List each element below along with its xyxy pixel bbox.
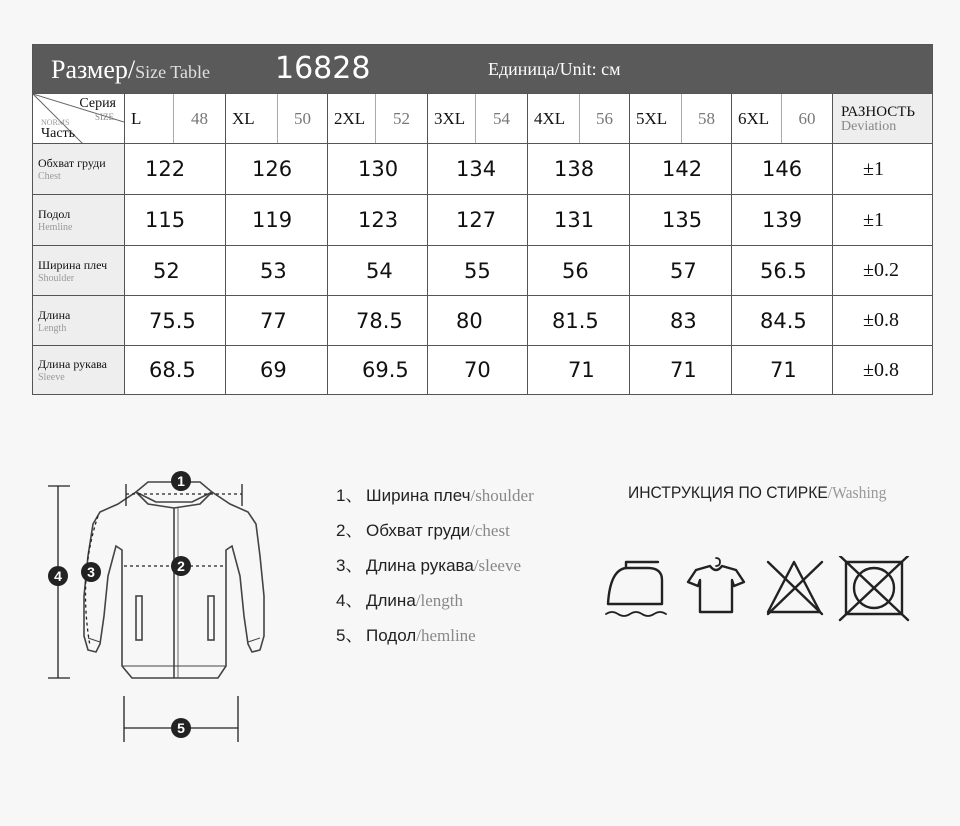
size-number: 52 [375,94,427,143]
wash-shirt-icon [688,558,744,612]
legend-number: 1、 [336,486,363,505]
row-label-ru: Ширина плеч [38,257,108,272]
legend-item [336,551,534,586]
value-cell: 77 [225,296,327,345]
legend-en: /chest [470,521,510,540]
legend-number: 3、 [336,556,363,575]
legend-ru: Длина рукава [366,556,474,575]
value-cell: 75.5 [124,296,225,345]
value-cell: 130 [327,144,427,194]
value-cell: 122 [124,144,225,194]
washing-icons [600,556,930,626]
value-cell: 71 [731,346,832,394]
size-header-row [33,93,932,143]
value-cell: 139 [731,195,832,245]
corner-series: Серия [79,96,116,111]
value-cell: 123 [327,195,427,245]
legend-ru: Подол [366,626,417,645]
row-label-ru: Длина [38,307,71,322]
value-cell: 146 [731,144,832,194]
value-cell: 127 [427,195,527,245]
legend-en: /length [415,591,463,610]
size-table [32,44,933,395]
value-cell: 131 [527,195,629,245]
table-row [33,345,932,394]
row-label-en: Length [38,322,67,334]
table-row [33,245,932,295]
row-label [33,144,124,194]
measurement-legend [336,481,534,656]
value-cell: 53 [225,246,327,295]
legend-ru: Ширина плеч [366,486,471,505]
value-cell: 138 [527,144,629,194]
size-letter: 3XL [427,94,475,143]
washing-title-ru: ИНСТРУКЦИЯ ПО СТИРКЕ [628,483,828,502]
jacket-measurement-diagram [38,466,288,746]
table-title: Размер/Size Table [51,55,211,84]
marker-2-label: 2 [177,558,185,574]
value-cell: 56.5 [731,246,832,295]
legend-item [336,516,534,551]
legend-item [336,621,534,656]
value-cell: 80 [427,296,527,345]
marker-1-label: 1 [177,473,185,489]
deviation-cell: ±1 [832,195,932,245]
table-row [33,295,932,345]
legend-item [336,586,534,621]
value-cell: 71 [527,346,629,394]
size-number: 56 [579,94,629,143]
value-cell: 69 [225,346,327,394]
value-cell: 83 [629,296,731,345]
value-cell: 68.5 [124,346,225,394]
row-label [33,296,124,345]
legend-number: 2、 [336,521,363,540]
row-label-ru: Длина рукава [38,357,107,371]
size-number: 60 [781,94,832,143]
size-number: 58 [681,94,731,143]
legend-ru: Обхват груди [366,521,471,540]
value-cell: 52 [124,246,225,295]
value-cell: 115 [124,195,225,245]
row-label-ru: Подол [38,207,71,221]
value-cell: 119 [225,195,327,245]
deviation-cell: ±0.2 [832,246,932,295]
corner-part: Часть [41,126,76,141]
corner-size: SIZE [95,112,114,122]
legend-en: /hemline [416,626,476,645]
row-label [33,246,124,295]
value-cell: 142 [629,144,731,194]
row-label-ru: Обхват груди [38,156,106,170]
legend-en: /sleeve [473,556,522,575]
row-label [33,195,124,245]
row-label-en: Chest [38,171,61,182]
marker-3-label: 3 [87,564,95,580]
no-bleach-icon [768,562,822,614]
value-cell: 135 [629,195,731,245]
value-cell: 134 [427,144,527,194]
value-cell: 55 [427,246,527,295]
iron-icon [606,562,666,616]
row-label-en: Hemline [38,222,73,233]
row-label-en: Sleeve [38,372,65,383]
value-cell: 126 [225,144,327,194]
value-cell: 81.5 [527,296,629,345]
washing-title [628,483,886,503]
size-letter: 4XL [527,94,579,143]
pocket-left [136,596,142,640]
pocket-right [208,596,214,640]
deviation-header [832,94,932,143]
table-row [33,194,932,245]
value-cell: 71 [629,346,731,394]
unit-label: Единица/Unit: см [488,59,621,79]
size-letter: L [124,94,173,143]
marker-5-label: 5 [177,720,185,736]
deviation-cell: ±1 [832,144,932,194]
row-label-en: Shoulder [38,272,75,284]
corner-cell [33,94,124,143]
legend-ru: Длина [366,591,416,610]
deviation-cell: ±0.8 [832,296,932,345]
value-cell: 57 [629,246,731,295]
table-title-en: Size Table [135,62,211,82]
row-label [33,346,124,394]
size-letter: XL [225,94,277,143]
size-number: 48 [173,94,225,143]
size-number: 50 [277,94,327,143]
value-cell: 70 [427,346,527,394]
size-letter: 6XL [731,94,781,143]
legend-number: 4、 [336,591,363,610]
legend-en: /shoulder [470,486,534,505]
legend-number: 5、 [336,626,363,645]
size-letter: 5XL [629,94,681,143]
deviation-cell: ±0.8 [832,346,932,394]
corner-norms: NORMS [41,118,70,127]
washing-title-en: /Washing [827,483,887,502]
product-code: 16828 [275,51,371,86]
value-cell: 78.5 [327,296,427,345]
legend-item [336,481,534,516]
no-tumble-dry-icon [840,556,908,620]
size-number: 54 [475,94,527,143]
deviation-header-en: Deviation [841,119,897,134]
value-cell: 54 [327,246,427,295]
value-cell: 56 [527,246,629,295]
value-cell: 84.5 [731,296,832,345]
size-letter: 2XL [327,94,375,143]
value-cell: 69.5 [327,346,427,394]
table-header-bar [33,45,932,93]
deviation-header-ru: РАЗНОСТЬ [841,104,916,120]
table-row [33,143,932,194]
marker-4-label: 4 [54,568,62,584]
